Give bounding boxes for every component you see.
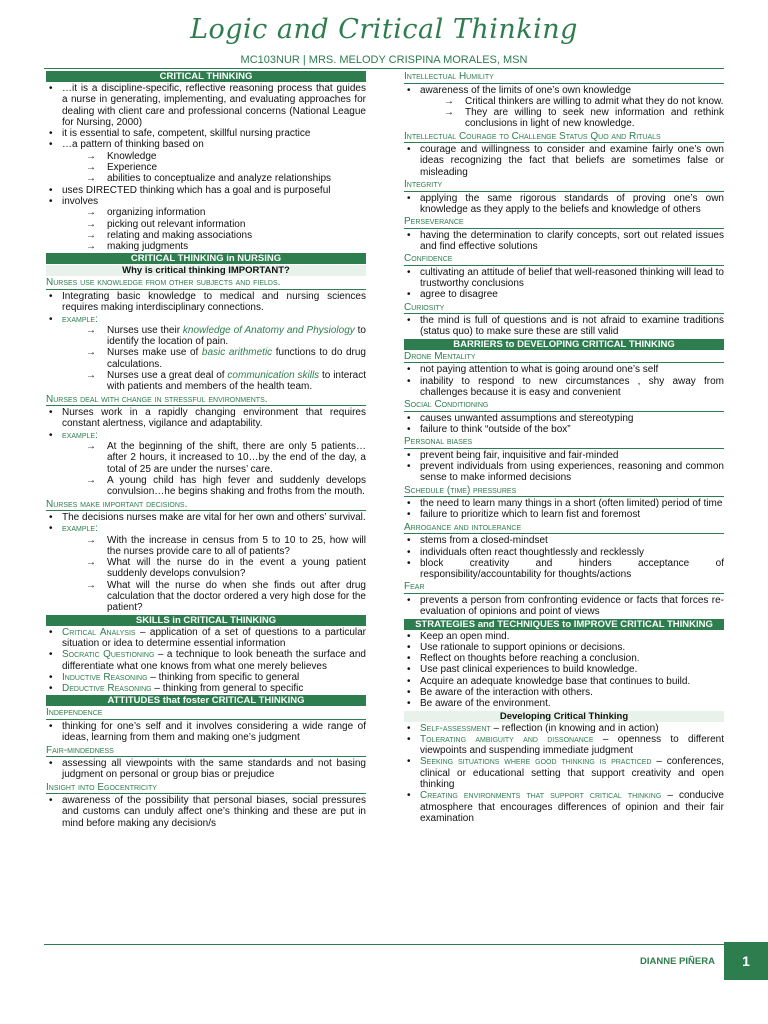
term: Deductive Reasoning bbox=[62, 683, 152, 695]
heading-independence: Independence bbox=[46, 707, 366, 720]
term: Inductive Reasoning bbox=[62, 671, 148, 683]
list-item: • inability to respond to new circumstances , shy away from challenges because it is easy and convenient bbox=[404, 376, 724, 399]
sub-list-item: → They are willing to seek new information and rethink conclusions in light of new knowledge. bbox=[420, 107, 724, 130]
footer-divider bbox=[44, 944, 724, 945]
sub-list-item: → What will the nurse do when she finds out after drug calculation that the doctor ordered a very high dose for the patient? bbox=[62, 580, 366, 614]
highlight-text: basic arithmetic bbox=[201, 347, 273, 359]
list-item: • awareness of the possibility that personal biases, social pressures and customs can unduly affect one’s thinking and these are put in mind before making any decision/s bbox=[46, 795, 366, 829]
term: Tolerating ambiguity and dissonance bbox=[420, 733, 594, 745]
sub-list-item: → What will the nurse do in the event a young patient suddenly develops convulsion? bbox=[62, 557, 366, 580]
heading-decisions: Nurses make important decisions. bbox=[46, 499, 366, 512]
heading-arrogance: Arrogance and intolerance bbox=[404, 522, 724, 535]
change-list bbox=[46, 407, 366, 497]
definition: – thinking from specific to general bbox=[147, 671, 300, 683]
section-bar-attitudes: ATTITUDES that foster CRITICAL THINKING bbox=[46, 695, 366, 706]
list-item bbox=[46, 430, 366, 498]
list-item: • assessing all viewpoints with the same standards and not basing judgment on personal or group bias or prejudice bbox=[46, 758, 366, 781]
list-item-text: awareness of the limits of one’s own knowledge bbox=[420, 84, 632, 96]
sub-list-item: → With the increase in census from 5 to 10 to 25, how will the nurses provide care to all of patients? bbox=[62, 535, 366, 558]
sub-list bbox=[62, 151, 366, 185]
list-item bbox=[46, 672, 366, 683]
list-item-text: …a pattern of thinking based on bbox=[62, 139, 204, 151]
highlight-text: knowledge of Anatomy and Physiology bbox=[182, 324, 355, 336]
strategies-list bbox=[404, 631, 724, 710]
definition: – conducive atmosphere that encourages differences of opinion and their fair examination bbox=[420, 790, 724, 824]
list-item: • the mind is full of questions and is not afraid to examine traditions (status quo) to make sure these are still valid bbox=[404, 315, 724, 338]
definition: – thinking from general to specific bbox=[151, 683, 304, 695]
list-item bbox=[46, 649, 366, 672]
sub-list-item: → picking out relevant information bbox=[62, 219, 366, 230]
list-item: • Use past clinical experiences to build knowledge. bbox=[404, 664, 724, 675]
footer-author: DIANNE PIÑERA bbox=[640, 956, 715, 967]
perseverance-list bbox=[404, 230, 724, 253]
sub-list bbox=[62, 535, 366, 614]
confidence-list bbox=[404, 267, 724, 301]
right-column bbox=[404, 70, 724, 824]
list-item: • thinking for one’s self and it involves considering a wide range of ideas, learning from them and making one’s judgment bbox=[46, 721, 366, 744]
courage-list bbox=[404, 144, 724, 178]
list-item: • agree to disagree bbox=[404, 289, 724, 300]
sub-list bbox=[420, 96, 724, 130]
list-item: • …it is a discipline-specific, reflective reasoning process that guides a nurse in generating, implementing, and evaluating approaches for dealing with client care and professional concerns (National League for Nursing, 2000) bbox=[46, 83, 366, 128]
text: to identify the location of pain. bbox=[107, 324, 366, 348]
list-item: • cultivating an attitude of belief that well-reasoned thinking will lead to trustworthy conclusions bbox=[404, 267, 724, 290]
header-divider bbox=[44, 68, 724, 69]
heading-curiosity: Curiosity bbox=[404, 302, 724, 315]
list-item: • Be aware of the interaction with others. bbox=[404, 687, 724, 698]
term: Self-assessment bbox=[420, 722, 491, 734]
list-item bbox=[46, 683, 366, 694]
document-title: Logic and Critical Thinking bbox=[190, 14, 578, 45]
sub-list-item bbox=[62, 370, 366, 393]
list-item: • Acquire an adequate knowledge base that continues to build. bbox=[404, 676, 724, 687]
insight-list bbox=[46, 795, 366, 829]
integrity-list bbox=[404, 193, 724, 216]
list-item: • failure to think “outside of the box” bbox=[404, 424, 724, 435]
list-item: • prevents a person from confronting evidence or facts that forces re-evaluation of opinions and point of views bbox=[404, 595, 724, 618]
list-item: • it is essential to safe, competent, skillful nursing practice bbox=[46, 128, 366, 139]
sub-list-item bbox=[62, 347, 366, 370]
section-bar-developing: Developing Critical Thinking bbox=[404, 711, 724, 722]
curiosity-list bbox=[404, 315, 724, 338]
social-list bbox=[404, 413, 724, 436]
heading-fair-mindedness: Fair-mindedness bbox=[46, 745, 366, 758]
term: Socratic Questioning bbox=[62, 649, 155, 661]
heading-perseverance: Perseverance bbox=[404, 216, 724, 229]
fear-list bbox=[404, 595, 724, 618]
sub-list-item: → organizing information bbox=[62, 207, 366, 218]
decisions-list bbox=[46, 512, 366, 614]
left-column bbox=[46, 70, 366, 829]
definition: – conferences, clinical or educational setting that support creativity and open thinking bbox=[420, 756, 725, 791]
definition: – openness to different viewpoints and suspending immediate judgment bbox=[420, 733, 724, 757]
sub-list-item: → A young child has high fever and suddenly develops convulsion…he begins shaking and froths from the mouth. bbox=[62, 475, 366, 498]
list-item: • Be aware of the environment. bbox=[404, 698, 724, 709]
text: to interact with patients and members of the health team. bbox=[107, 370, 366, 393]
heading-other-subjects: Nurses use knowledge from other subjects and fields. bbox=[46, 277, 366, 290]
skills-list bbox=[46, 627, 366, 695]
list-item: • Nurses work in a rapidly changing environment that requires constant alertness, vigilance and adaptability. bbox=[46, 407, 366, 430]
list-item bbox=[46, 523, 366, 613]
list-item: • causes unwanted assumptions and stereotyping bbox=[404, 413, 724, 424]
list-item: • block creativity and hinders acceptance of responsibility/accountability for thoughts/actions bbox=[404, 558, 724, 581]
heading-fear: Fear bbox=[404, 581, 724, 594]
document-subtitle: MC103NUR | MRS. MELODY CRISPINA MORALES, MSN bbox=[240, 54, 528, 66]
list-item bbox=[46, 196, 366, 252]
text: Nurses use a great deal of bbox=[107, 370, 228, 382]
definition: – application of a set of questions to a particular situation or idea to determine essential information bbox=[62, 626, 366, 649]
list-item: • Integrating basic knowledge to medical and nursing sciences requires making interdisciplinary connections. bbox=[46, 291, 366, 314]
list-item bbox=[46, 627, 366, 650]
list-item: • stems from a closed-mindset bbox=[404, 535, 724, 546]
ct-list bbox=[46, 83, 366, 252]
sub-list-item: → abilities to conceptualize and analyze relationships bbox=[62, 173, 366, 184]
schedule-list bbox=[404, 498, 724, 521]
list-item: • not paying attention to what is going around one’s self bbox=[404, 364, 724, 375]
heading-schedule: Schedule (time) pressures bbox=[404, 485, 724, 498]
text: Nurses use their bbox=[107, 324, 183, 336]
term: Critical Analysis bbox=[62, 626, 136, 638]
list-item bbox=[404, 723, 724, 734]
independence-list bbox=[46, 721, 366, 744]
sub-list bbox=[62, 441, 366, 497]
list-item: • having the determination to clarify concepts, sort out related issues and find effective solutions bbox=[404, 230, 724, 253]
arrogance-list bbox=[404, 535, 724, 580]
list-item: • Keep an open mind. bbox=[404, 631, 724, 642]
heading-confidence: Confidence bbox=[404, 253, 724, 266]
fair-list bbox=[46, 758, 366, 781]
sub-list-item: → relating and making associations bbox=[62, 230, 366, 241]
list-item: • uses DIRECTED thinking which has a goal and is purposeful bbox=[46, 185, 366, 196]
example-label: example: bbox=[62, 523, 98, 535]
highlight-text: communication skills bbox=[227, 370, 320, 382]
sub-list-item: → making judgments bbox=[62, 241, 366, 252]
heading-biases: Personal biases bbox=[404, 436, 724, 449]
list-item bbox=[404, 790, 724, 824]
section-bar-strategies: STRATEGIES and TECHNIQUES to IMPROVE CRITICAL THINKING bbox=[404, 619, 724, 630]
section-bar-critical-thinking: CRITICAL THINKING bbox=[46, 71, 366, 82]
sub-list-item: → At the beginning of the shift, there are only 5 patients…after 2 hours, it increased to 10…by the end of the day, a total of 25 are under the nurses’ care. bbox=[62, 441, 366, 475]
list-item: • prevent individuals from using experiences, reasoning and common sense to make informed decisions bbox=[404, 461, 724, 484]
biases-list bbox=[404, 450, 724, 484]
list-item: • Reflect on thoughts before reaching a conclusion. bbox=[404, 653, 724, 664]
list-item: • the need to learn many things in a short (often limited) period of time bbox=[404, 498, 724, 509]
term: Creating environments that support critical thinking bbox=[420, 790, 662, 802]
section-bar-barriers: BARRIERS to DEVELOPING CRITICAL THINKING bbox=[404, 339, 724, 350]
heading-courage: Intellectual Courage to Challenge Status Quo and Rituals bbox=[404, 131, 724, 144]
section-bar-skills: SKILLS in CRITICAL THINKING bbox=[46, 615, 366, 626]
section-bar-ct-nursing: CRITICAL THINKING in NURSING bbox=[46, 253, 366, 264]
other-list bbox=[46, 291, 366, 393]
heading-change: Nurses deal with change in stressful environments. bbox=[46, 394, 366, 407]
list-item: • The decisions nurses make are vital for her own and others’ survival. bbox=[46, 512, 366, 523]
text: Nurses make use of bbox=[107, 347, 202, 359]
term: Seeking situations where good thinking is practiced bbox=[420, 756, 652, 768]
sub-list-item: → Critical thinkers are willing to admit what they do not know. bbox=[420, 96, 724, 107]
list-item bbox=[404, 734, 724, 757]
example-label: example: bbox=[62, 313, 98, 325]
drone-list bbox=[404, 364, 724, 398]
list-item bbox=[46, 314, 366, 393]
heading-integrity: Integrity bbox=[404, 179, 724, 192]
heading-insight: Insight into Egocentricity bbox=[46, 782, 366, 795]
section-bar-why-important: Why is critical thinking IMPORTANT? bbox=[46, 265, 366, 276]
definition: – reflection (in knowing and in action) bbox=[490, 722, 659, 734]
heading-social: Social Conditioning bbox=[404, 399, 724, 412]
list-item: • Use rationale to support opinions or decisions. bbox=[404, 642, 724, 653]
sub-list-item bbox=[62, 325, 366, 348]
list-item: • individuals often react thoughtlessly and recklessly bbox=[404, 547, 724, 558]
heading-humility: Intellectual Humility bbox=[404, 71, 724, 84]
list-item: • applying the same rigorous standards of proving one’s own knowledge as they apply to the beliefs and knowledge of others bbox=[404, 193, 724, 216]
list-item: • courage and willingness to consider and examine fairly one’s own ideas recognizing the fact that beliefs are sometimes false or misleading bbox=[404, 144, 724, 178]
text: functions to do drug calculations. bbox=[107, 347, 366, 370]
sub-list bbox=[62, 325, 366, 393]
list-item bbox=[404, 85, 724, 130]
list-item: • failure to prioritize which to learn fist and foremost bbox=[404, 509, 724, 520]
sub-list bbox=[62, 207, 366, 252]
humility-list bbox=[404, 85, 724, 130]
sub-list-item: → Knowledge bbox=[62, 151, 366, 162]
heading-drone: Drone Mentality bbox=[404, 351, 724, 364]
developing-list bbox=[404, 723, 724, 825]
sub-list-item: → Experience bbox=[62, 162, 366, 173]
list-item: • prevent being fair, inquisitive and fair-minded bbox=[404, 450, 724, 461]
list-item-text: involves bbox=[62, 195, 99, 207]
page-number: 1 bbox=[724, 942, 768, 980]
list-item bbox=[46, 139, 366, 184]
list-item bbox=[404, 756, 724, 790]
example-label: example: bbox=[62, 429, 98, 441]
definition: – a technique to look beneath the surface and differentiate what one knows from what one merely believes bbox=[62, 649, 366, 672]
